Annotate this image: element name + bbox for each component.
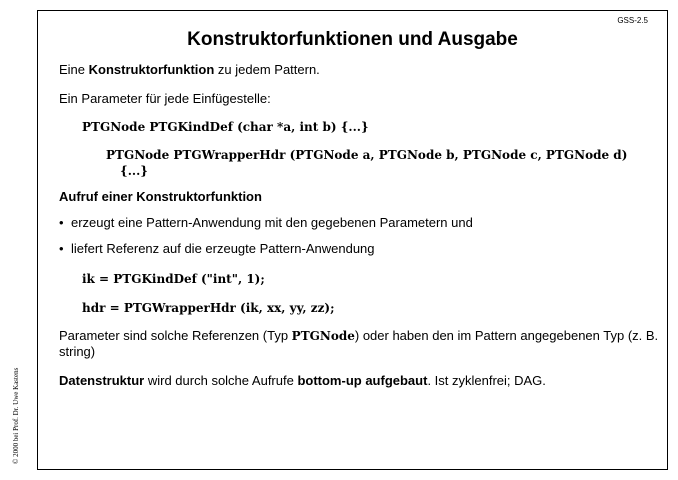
section-heading: Aufruf einer Konstruktorfunktion xyxy=(59,189,262,204)
intro-line xyxy=(59,62,659,78)
code-wrapperhdr-call: hdr = PTGWrapperHdr (ik, xx, yy, zz); xyxy=(82,301,335,315)
slide-content xyxy=(59,62,659,389)
intro-text-pre: Eine xyxy=(59,62,89,77)
bullet-item: • liefert Referenz auf die erzeugte Pattern-Anwendung xyxy=(59,241,659,257)
parameter-text-pre: Parameter sind solche Referenzen (Typ xyxy=(59,328,292,343)
datastructure-text-mid: wird durch solche Aufrufe xyxy=(144,373,298,388)
slide-id: GSS-2.5 xyxy=(617,16,648,25)
bullet-item: • erzeugt eine Pattern-Anwendung mit den gegebenen Parametern und xyxy=(59,215,659,231)
intro-text-bold: Konstruktorfunktion xyxy=(88,62,215,77)
parameter-text-post: ) oder haben den im Pattern angegebenen Typ (z. B. string) xyxy=(59,328,659,359)
code-kinddef-call: ik = PTGKindDef ("int", 1); xyxy=(82,272,265,286)
parameter-paragraph xyxy=(59,328,659,360)
code-kinddef-declaration: PTGNode PTGKindDef (char *a, int b) {...} xyxy=(82,120,369,134)
datastructure-paragraph xyxy=(59,373,659,389)
copyright-notice: © 2000 bei Prof. Dr. Uwe Kastens xyxy=(12,367,20,464)
datastructure-text-post: . Ist zyklenfrei; DAG. xyxy=(427,373,546,388)
datastructure-bold: Datenstruktur xyxy=(59,373,145,388)
code-wrapperhdr-declaration: PTGNode PTGWrapperHdr (PTGNode a, PTGNode b, PTGNode c, PTGNode d) {...} xyxy=(106,148,628,178)
bottom-up-bold: bottom-up aufgebaut xyxy=(297,373,428,388)
intro-text-post: zu jedem Pattern. xyxy=(214,62,320,77)
page-title: Konstruktorfunktionen und Ausgabe xyxy=(187,29,518,50)
parameter-type-code: PTGNode xyxy=(291,329,355,343)
parameter-line: Ein Parameter für jede Einfügestelle: xyxy=(59,91,271,106)
